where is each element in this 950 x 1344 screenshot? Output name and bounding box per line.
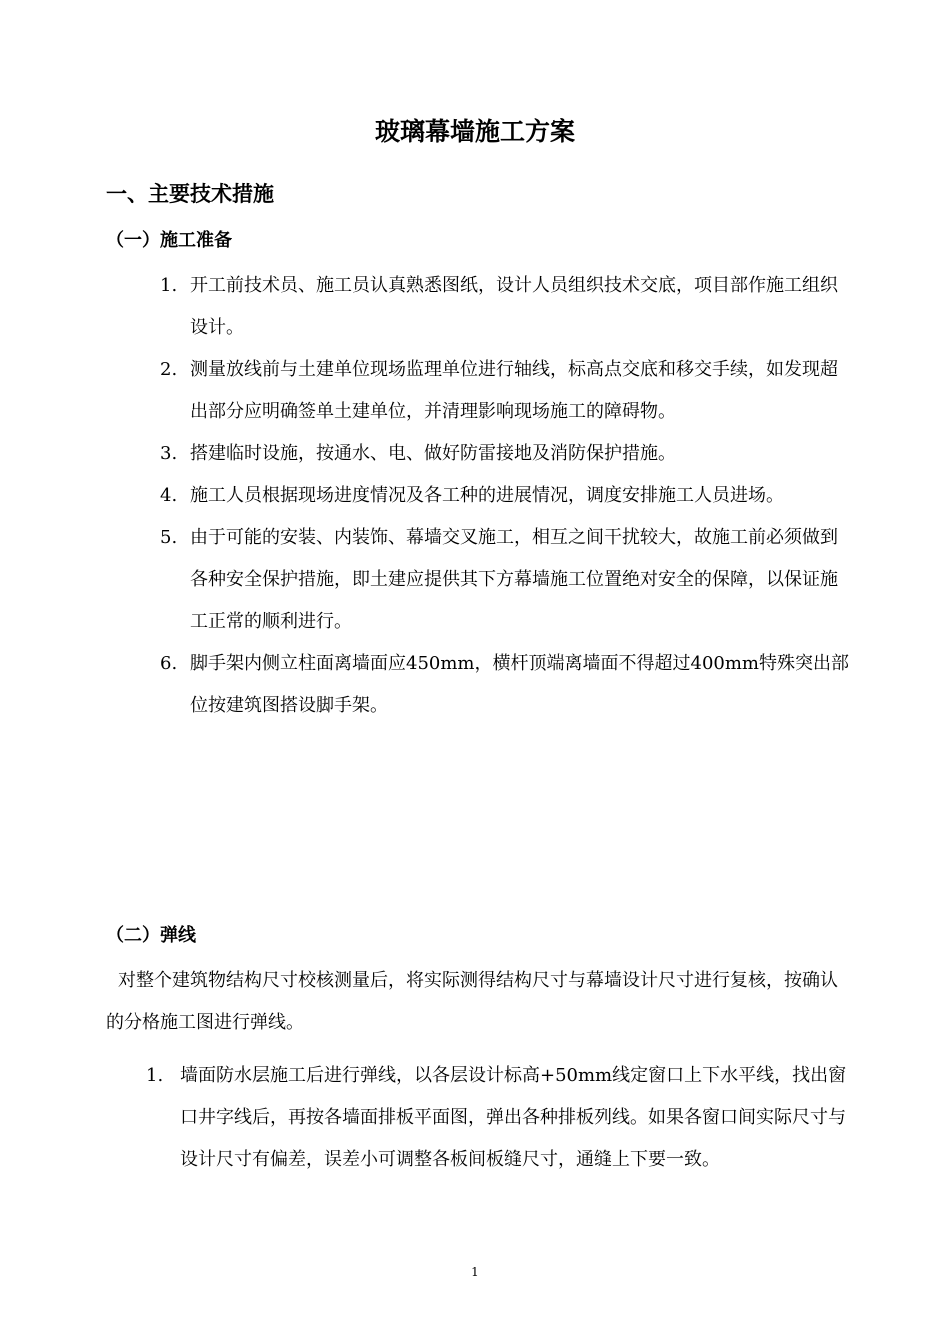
snapping-lines-intro [106, 960, 846, 1044]
list-item-text: 测量放线前与土建单位现场监理单位进行轴线，标高点交底和移交手续，如发现超出部分应明确签单土建单位，并清理影响现场施工的障碍物。 [190, 359, 838, 422]
list-item [160, 517, 850, 643]
section-heading-main-technical-measures: 一、主要技术措施 [106, 182, 274, 206]
list-item-text: 由于可能的安装、内装饰、幕墙交叉施工，相互之间干扰较大，故施工前必须做到各种安全保护措施，即土建应提供其下方幕墙施工位置绝对安全的保障，以保证施工正常的顺利进行。 [190, 527, 838, 632]
list-item-text: 施工人员根据现场进度情况及各工种的进展情况，调度安排施工人员进场。 [190, 485, 784, 506]
subsection-heading-snapping-lines: （二）弹线 [106, 925, 196, 946]
list-item [160, 433, 850, 475]
document-title: 玻璃幕墙施工方案 [374, 117, 575, 146]
intro-text: 对整个建筑物结构尺寸校核测量后，将实际测得结构尺寸与幕墙设计尺寸进行复核，按确认的分格施工图进行弹线。 [106, 970, 838, 1033]
list-item [160, 643, 850, 727]
list-item [160, 349, 850, 433]
list-item-number: 5. [160, 527, 178, 548]
list-item-number: 2. [160, 359, 178, 380]
list-item [160, 475, 850, 517]
subsection-heading-construction-preparation: （一）施工准备 [106, 230, 232, 251]
list-item-text: 墙面防水层施工后进行弹线，以各层设计标高+50mm线定窗口上下水平线，找出窗口井字线后，再按各墙面排板平面图，弹出各种排板列线。如果各窗口间实际尺寸与设计尺寸有偏差，误差小可调整各板间板缝尺寸，通缝上下要一致。 [180, 1065, 847, 1170]
list-item-number: 3. [160, 443, 178, 464]
preparation-list [160, 265, 850, 727]
list-item [160, 265, 850, 349]
list-item-number: 1. [160, 275, 178, 296]
snapping-lines-list [146, 1055, 850, 1181]
list-item-number: 1. [146, 1065, 164, 1086]
list-item-text: 搭建临时设施，按通水、电、做好防雷接地及消防保护措施。 [190, 443, 676, 464]
list-item [146, 1055, 850, 1181]
list-item-number: 4. [160, 485, 178, 506]
list-item-text: 脚手架内侧立柱面离墙面应450mm，横杆顶端离墙面不得超过400mm特殊突出部位按建筑图搭设脚手架。 [190, 653, 849, 716]
list-item-text: 开工前技术员、施工员认真熟悉图纸，设计人员组织技术交底，项目部作施工组织设计。 [190, 275, 838, 338]
list-item-number: 6. [160, 653, 178, 674]
page-number: 1 [471, 1265, 479, 1279]
